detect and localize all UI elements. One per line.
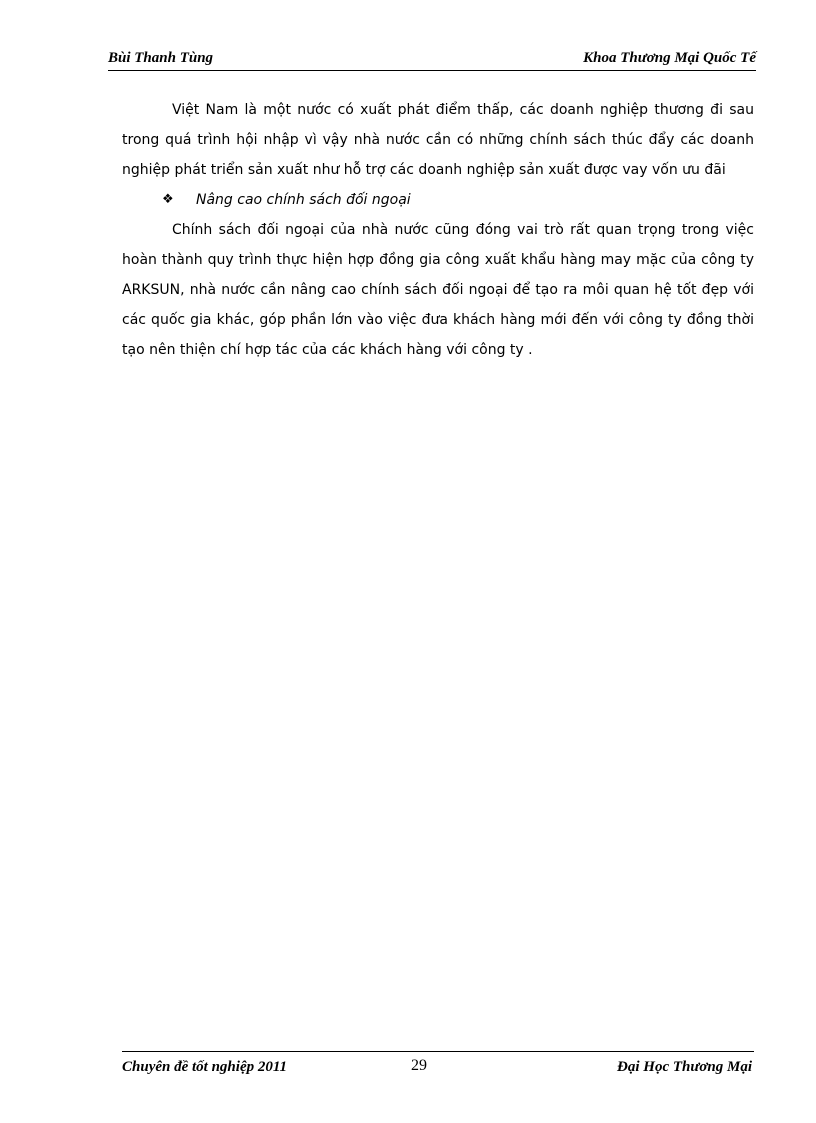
page-header <box>108 50 756 71</box>
footer-university: Đại Học Thương Mại <box>617 1059 752 1075</box>
bullet-heading: Nâng cao chính sách đối ngoại <box>196 192 411 208</box>
header-author: Bùi Thanh Tùng <box>108 50 214 66</box>
diamond-bullet-icon: ❖ <box>162 192 174 207</box>
page-footer <box>122 1051 754 1076</box>
paragraph-2: Chính sách đối ngoại của nhà nước cũng đóng vai trò rất quan trọng trong việc hoàn thành quy trình thực hiện hợp đồng gia công xuất khẩu hàng may mặc của công ty ARKSUN, nhà nước cần nâng cao chính sách đối ngoại để tạo ra môi quan hệ tốt đẹp với các quốc gia khác, góp phần lớn vào việc đưa khách hàng mới đến với công ty đồng thời tạo nên thiện chí hợp tác của các khách hàng với công ty . <box>122 222 754 358</box>
footer-title: Chuyên đề tốt nghiệp 2011 <box>122 1059 288 1075</box>
header-faculty: Khoa Thương Mại Quốc Tế <box>583 50 756 66</box>
page-number: 29 <box>411 1057 427 1074</box>
document-body <box>122 95 754 365</box>
paragraph-1: Việt Nam là một nước có xuất phát điểm thấp, các doanh nghiệp thương đi sau trong quá trình hội nhập vì vậy nhà nước cần có những chính sách thúc đẩy các doanh nghiệp phát triển sản xuất như hỗ trợ các doanh nghiệp sản xuất được vay vốn ưu đãi <box>122 102 754 178</box>
bullet-heading-line <box>122 185 754 215</box>
